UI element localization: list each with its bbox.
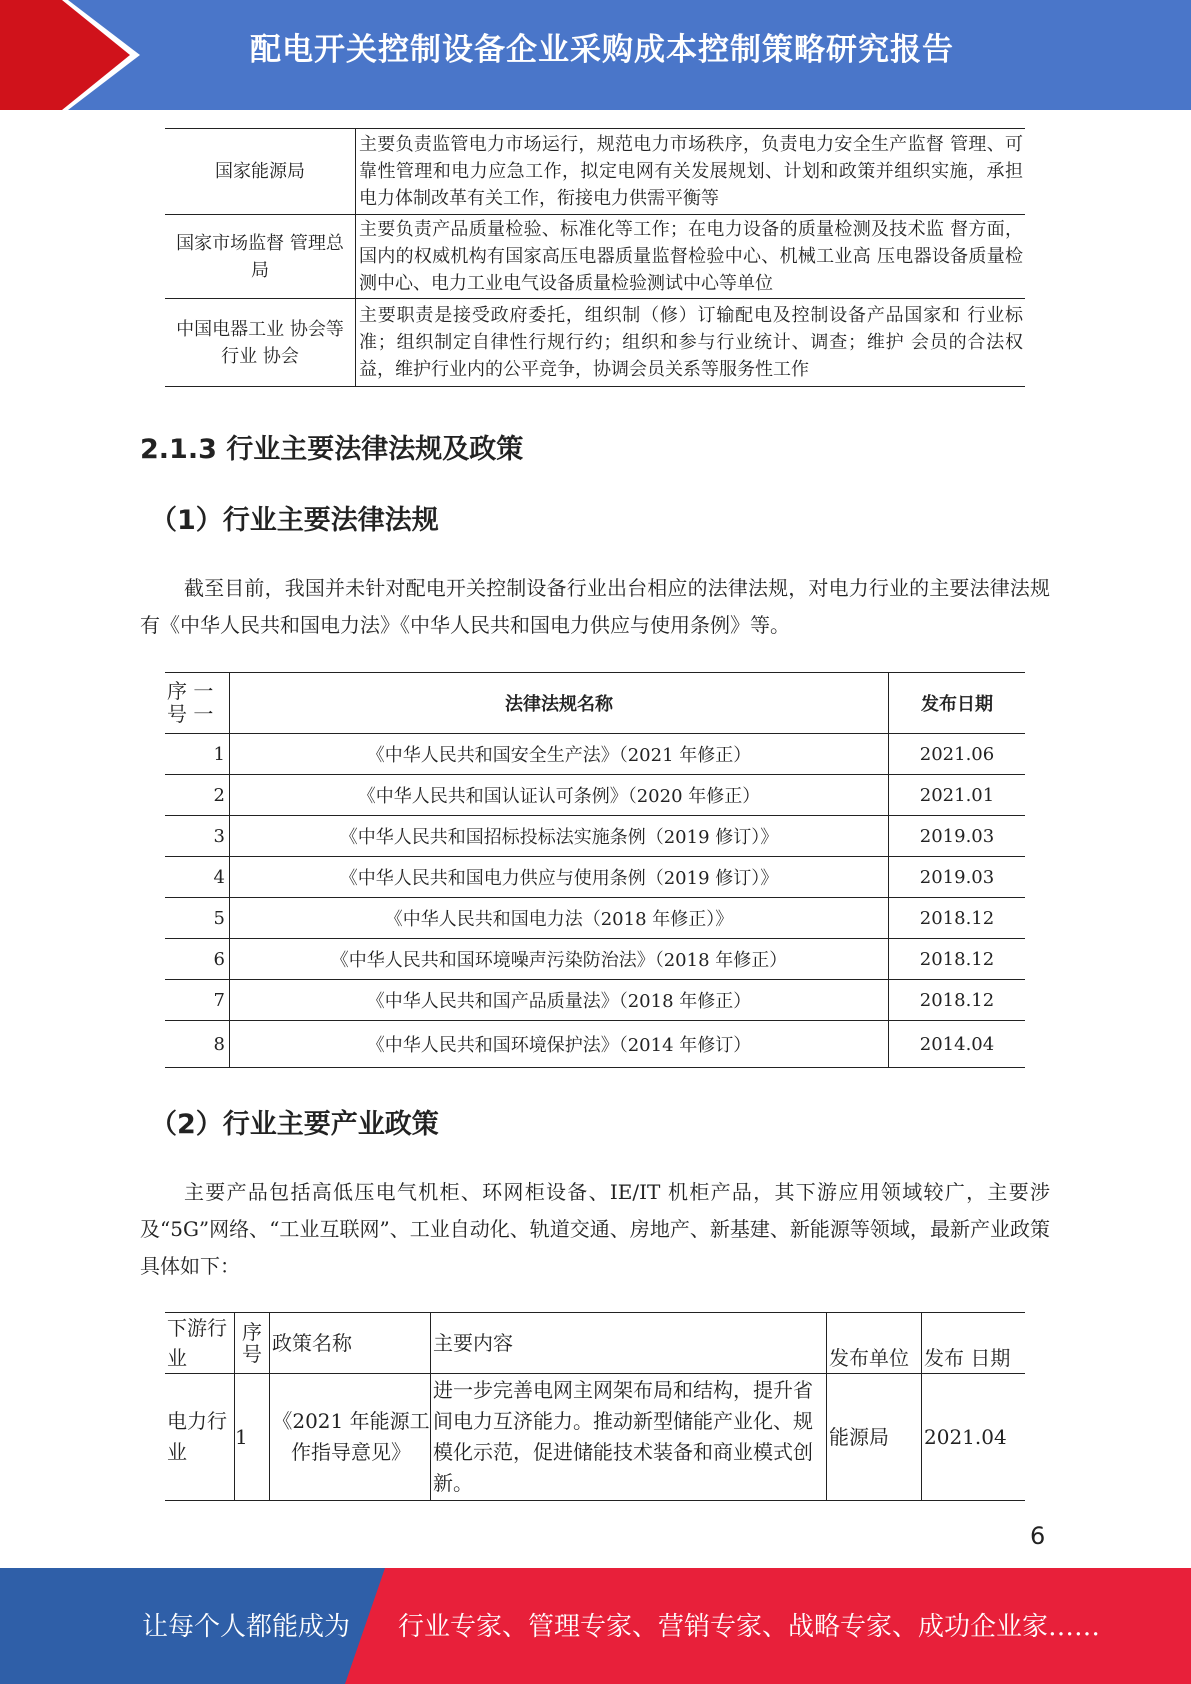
table-row: [165, 215, 1025, 299]
table-row: [165, 1021, 1025, 1068]
col-header-no: 序 一 号 一: [165, 673, 230, 734]
paragraph-laws: 截至目前，我国并未针对配电开关控制设备行业出台相应的法律法规，对电力行业的主要法律法规有《中华人民共和国电力法》《中华人民共和国电力供应与使用条例》等。: [140, 576, 1050, 637]
paragraph-policies: 主要产品包括高低压电气机柜、环网柜设备、IE/IT 机柜产品，其下游应用领域较广，主要涉及“5G”网络、“工业互联网”、工业自动化、轨道交通、房地产、新基建、新能源等领域，最新产业政策具体如下：: [140, 1180, 1050, 1278]
cell-date: 2019.03: [889, 816, 1026, 857]
col-header-issuer: 发布单位: [827, 1313, 922, 1374]
table-row: [165, 939, 1025, 980]
cell-date: 2014.04: [889, 1021, 1026, 1068]
page-footer-banner: [0, 1568, 1191, 1684]
table-row: [165, 299, 1025, 387]
org-desc: 主要负责监管电力市场运行，规范电力市场秩序，负责电力安全生产监督 管理、可靠性管理和电力应急工作，拟定电网有关发展规划、计划和政策并组织实施，承担电力体制改革有关工作，衔接电力供需平衡等: [356, 129, 1026, 215]
table-row: [165, 775, 1025, 816]
section-heading: 2.1.3 行业主要法律法规及政策: [140, 434, 524, 465]
cell-no: 7: [165, 980, 230, 1021]
cell-date: 2018.12: [889, 980, 1026, 1021]
red-arrow-decoration: [0, 0, 150, 110]
cell-date: 2019.03: [889, 857, 1026, 898]
org-name: 中国电器工业 协会等行业 协会: [165, 299, 356, 387]
org-name: 国家市场监督 管理总局: [165, 215, 356, 299]
cell-date: 2021.06: [889, 734, 1026, 775]
cell-name: 《中华人民共和国产品质量法》（2018 年修正）: [230, 980, 889, 1021]
cell-issuer: 能源局: [827, 1374, 922, 1501]
cell-name: 《2021 年能源工作指导意见》: [270, 1374, 431, 1501]
page-header-banner: [0, 0, 1191, 110]
cell-date: 2021.04: [922, 1374, 1026, 1501]
cell-date: 2018.12: [889, 898, 1026, 939]
cell-no: 3: [165, 816, 230, 857]
cell-no: 6: [165, 939, 230, 980]
page-number: 6: [1030, 1522, 1046, 1550]
table-row: [165, 1374, 1025, 1501]
cell-name: 《中华人民共和国电力法（2018 年修正）》: [230, 898, 889, 939]
footer-slogan-left: 让每个人都能成为: [142, 1612, 351, 1642]
table-row: [165, 816, 1025, 857]
table-row: [165, 129, 1025, 215]
subsection-heading-policies: （2）行业主要产业政策: [150, 1109, 439, 1140]
table-header-row: [165, 1313, 1025, 1374]
cell-name: 《中华人民共和国电力供应与使用条例（2019 修订）》: [230, 857, 889, 898]
law-table: [165, 672, 1025, 1068]
org-name: 国家能源局: [165, 129, 356, 215]
report-title: 配电开关控制设备企业采购成本控制策略研究报告: [250, 32, 954, 68]
cell-no: 5: [165, 898, 230, 939]
org-desc: 主要职责是接受政府委托，组织制（修）订输配电及控制设备产品国家和 行业标准；组织制定自律性行规行约；组织和参与行业统计、调查；维护 会员的合法权益，维护行业内的公平竞争，协调会员关系等服务性工作: [356, 299, 1026, 387]
table-row: [165, 734, 1025, 775]
col-header-name: 法律法规名称: [230, 673, 889, 734]
subsection-heading-laws: （1）行业主要法律法规: [150, 505, 439, 536]
cell-no: 1: [165, 734, 230, 775]
regulator-table: [165, 128, 1025, 387]
cell-no: 1: [235, 1374, 270, 1501]
cell-name: 《中华人民共和国环境噪声污染防治法》（2018 年修正）: [230, 939, 889, 980]
policy-table: [165, 1312, 1025, 1501]
cell-name: 《中华人民共和国认证认可条例》（2020 年修正）: [230, 775, 889, 816]
cell-name: 《中华人民共和国环境保护法》（2014 年修订）: [230, 1021, 889, 1068]
cell-name: 《中华人民共和国安全生产法》（2021 年修正）: [230, 734, 889, 775]
org-desc: 主要负责产品质量检验、标准化等工作；在电力设备的质量检测及技术监 督方面，国内的权威机构有国家高压电器质量监督检验中心、机械工业高 压电器设备质量检测中心、电力工业电气设备质量检验测试中心等单位: [356, 215, 1026, 299]
col-header-industry: 下游行业: [165, 1313, 235, 1374]
cell-date: 2021.01: [889, 775, 1026, 816]
table-row: [165, 980, 1025, 1021]
col-header-date: 发布 日期: [922, 1313, 1026, 1374]
col-header-name: 政策名称: [270, 1313, 431, 1374]
cell-industry: 电力行业: [165, 1374, 235, 1501]
cell-name: 《中华人民共和国招标投标法实施条例（2019 修订）》: [230, 816, 889, 857]
col-header-date: 发布日期: [889, 673, 1026, 734]
col-header-content: 主要内容: [431, 1313, 827, 1374]
table-row: [165, 898, 1025, 939]
cell-no: 4: [165, 857, 230, 898]
table-header-row: [165, 673, 1025, 734]
cell-content: 进一步完善电网主网架布局和结构，提升省间电力互济能力。推动新型储能产业化、规模化示范，促进储能技术装备和商业模式创新。: [431, 1374, 827, 1501]
cell-no: 2: [165, 775, 230, 816]
col-header-no: 序号: [235, 1313, 270, 1374]
cell-date: 2018.12: [889, 939, 1026, 980]
footer-slogan-right: 行业专家、管理专家、营销专家、战略专家、成功企业家……: [398, 1612, 1101, 1642]
cell-no: 8: [165, 1021, 230, 1068]
table-row: [165, 857, 1025, 898]
